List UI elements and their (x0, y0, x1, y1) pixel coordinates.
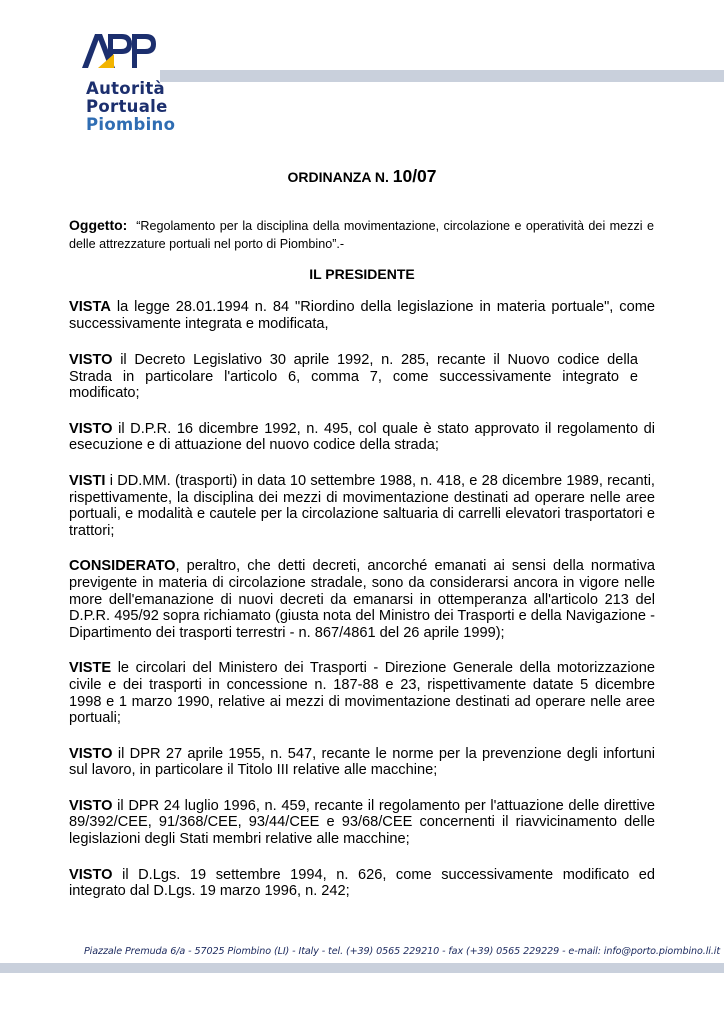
footer-contact: Piazzale Premuda 6/a - 57025 Piombino (LI) - Italy - tel. (+39) 0565 229210 - fax (+39) 0565 229229 - e-mail: info@porto.piombino.li.it (84, 946, 721, 957)
paragraph (69, 421, 655, 454)
ordinance-title-prefix: ORDINANZA N. (287, 169, 389, 185)
paragraph (69, 352, 638, 402)
paragraph-text: il D.P.R. 16 dicembre 1992, n. 495, col quale è stato approvato il regolamento di esecuzione e di attuazione del nuovo codice della strada; (69, 420, 655, 454)
paragraph-keyword: CONSIDERATO (69, 558, 176, 575)
paragraph-keyword: VISTO (69, 866, 113, 883)
paragraph-text: il D.Lgs. 19 settembre 1994, n. 626, come successivamente modificato ed integrato dal D.Lgs. 19 marzo 1996, n. 242; (69, 866, 655, 900)
paragraph-text: , peraltro, che detti decreti, ancorché emanati ai sensi della normativa previgente in materia di circolazione stradale, sono da considerarsi ancora in vigore nelle more dell'emanazione di nuovi decreti da emanarsi in ottemperanza all'articolo 213 del D.P.R. 495/92 sopra richiamato (giusta nota del Ministro dei Trasporti e della Navigazione - Dipartimento dei trasporti terrestri - n. 867/4861 del 26 aprile 1999); (69, 558, 655, 641)
paragraph (69, 299, 655, 333)
paragraph (69, 798, 655, 848)
paragraph (69, 867, 655, 900)
document-body (69, 299, 655, 919)
paragraph-text: le circolari del Ministero dei Trasporti - Direzione Generale della motorizzazione civile e dei trasporti in concessione n. 187-88 e 23, rispettivamente datate 5 dicembre 1998 e 1 marzo 1990, relative ai mezzi di movimentazione destinati ad operare nelle aree portuali; (69, 660, 655, 727)
paragraph-keyword: VISTI (69, 472, 106, 489)
app-logo-icon (80, 28, 160, 72)
logo-text-line3: Piombino (86, 115, 176, 134)
authority-logo (80, 24, 200, 134)
paragraph-keyword: VISTE (69, 660, 112, 677)
footer-band (0, 963, 724, 973)
paragraph-keyword: VISTO (69, 745, 113, 762)
subject-label: Oggetto: (69, 217, 128, 233)
paragraph-text: i DD.MM. (trasporti) in data 10 settembre 1988, n. 418, e 28 dicembre 1989, recanti, rispettivamente, la disciplina dei mezzi di movimentazione destinati ad operare nelle aree portuali, e modalità e cautele per la circolazione saltuaria di carrelli elevatori trasportatori e trattori; (69, 472, 655, 539)
paragraph (69, 746, 655, 779)
ordinance-title (0, 166, 724, 187)
paragraph-text: il Decreto Legislativo 30 aprile 1992, n. 285, recante il Nuovo codice della Strada in particolare l'articolo 6, comma 7, come successivamente integrato e modificato; (69, 352, 638, 402)
paragraph-keyword: VISTO (69, 797, 113, 814)
president-heading: IL PRESIDENTE (309, 266, 415, 282)
paragraph (69, 660, 655, 726)
subject-block (69, 216, 654, 253)
paragraph-text: il DPR 24 luglio 1996, n. 459, recante il regolamento per l'attuazione delle direttive 89/392/CEE, 91/368/CEE, 93/44/CEE e 93/68/CEE concernenti il riavvicinamento delle legislazioni degli Stati membri relative alle macchine; (69, 797, 655, 848)
ordinance-number: 10/07 (392, 166, 437, 186)
paragraph (69, 558, 655, 641)
paragraph-text: il DPR 27 aprile 1955, n. 547, recante le norme per la prevenzione degli infortuni sul lavoro, in particolare il Titolo III relative alle macchine; (69, 745, 655, 779)
paragraph-keyword: VISTO (69, 420, 113, 437)
subject-text: “Regolamento per la disciplina della movimentazione, circolazione e operatività dei mezzi e delle attrezzature portuali nel porto di Piombino”.- (69, 219, 654, 251)
logo-text-line2: Portuale (86, 97, 168, 116)
paragraph-keyword: VISTO (69, 352, 113, 368)
paragraph-keyword: VISTA (69, 299, 111, 315)
logo-text-line1: Autorità (86, 79, 165, 98)
header-band (160, 70, 724, 82)
paragraph-text: la legge 28.01.1994 n. 84 "Riordino della legislazione in materia portuale", come successivamente integrata e modificata, (69, 299, 655, 332)
paragraph (69, 473, 655, 539)
